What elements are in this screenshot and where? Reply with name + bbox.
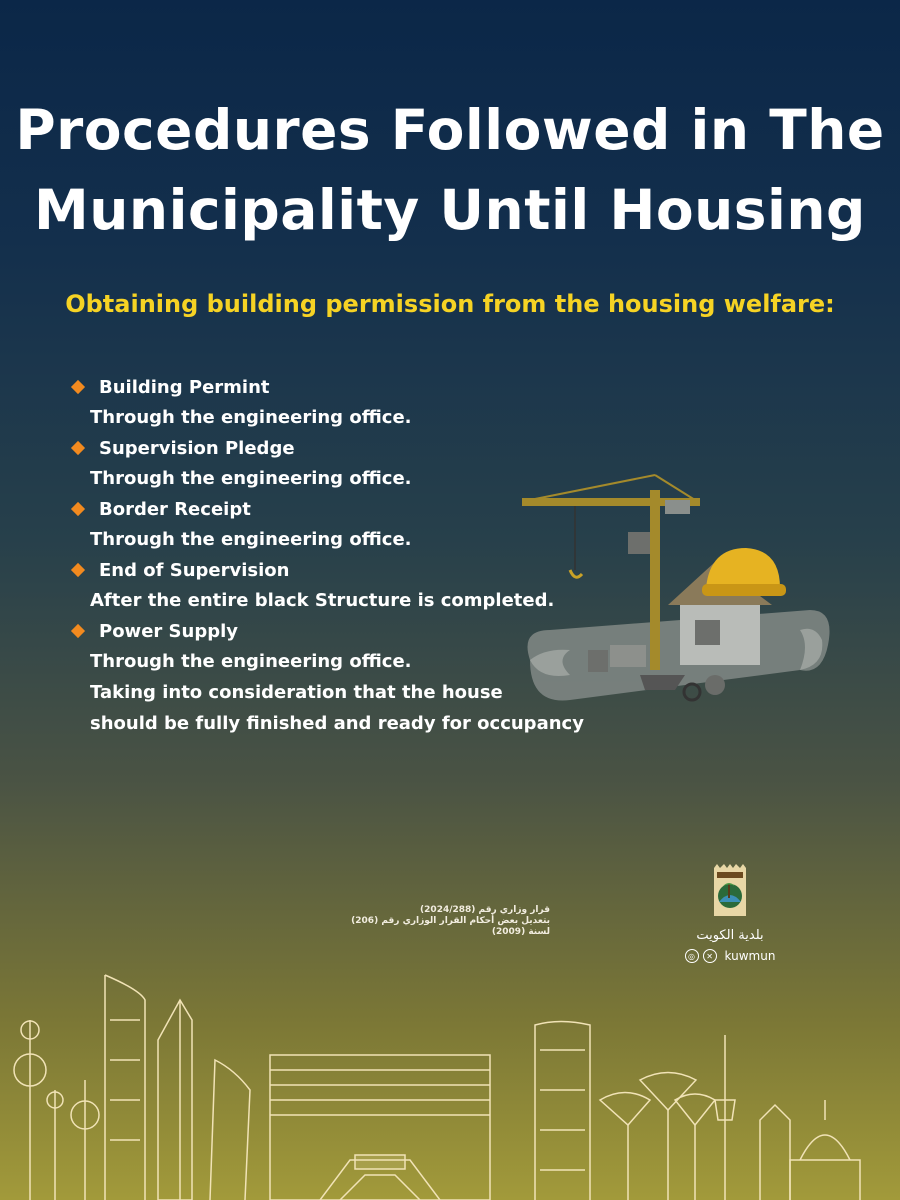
diamond-bullet-icon xyxy=(71,624,85,638)
step-description: After the entire black Structure is completed. xyxy=(90,590,555,611)
diamond-bullet-icon xyxy=(71,563,85,577)
step-description: Through the engineering office. xyxy=(90,468,412,489)
decree-line: قرار وزاري رقم (2024/288) xyxy=(420,905,550,915)
construction-illustration-icon xyxy=(510,470,840,720)
social-handle: kuwmun xyxy=(724,949,776,963)
page-title xyxy=(0,90,900,250)
step-label: Border Receipt xyxy=(99,498,251,520)
diamond-bullet-icon xyxy=(71,502,85,516)
step-description: Through the engineering office. xyxy=(90,651,412,672)
step-label: Power Supply xyxy=(99,620,238,642)
decree-line: لسنة (2009) xyxy=(491,927,550,937)
decree-line: بتعديل بعض أحكام القرار الوزاري رقم (206) xyxy=(351,916,550,926)
step-label: Building Permint xyxy=(99,376,270,398)
step-description: Through the engineering office. xyxy=(90,529,412,550)
step-building-permit xyxy=(70,372,590,433)
step-description: should be fully finished and ready for occupancy xyxy=(90,713,584,734)
city-skyline-icon xyxy=(0,960,900,1200)
step-description: Through the engineering office. xyxy=(90,407,412,428)
diamond-bullet-icon xyxy=(71,380,85,394)
subtitle: Obtaining building permission from the housing welfare: xyxy=(65,290,835,318)
step-description: Taking into consideration that the house xyxy=(90,682,503,703)
municipality-logo-icon xyxy=(711,862,749,918)
decree-text xyxy=(310,905,550,938)
brand-block xyxy=(680,862,780,963)
x-icon[interactable]: ✕ xyxy=(703,949,717,963)
step-label: End of Supervision xyxy=(99,559,290,581)
title-line-1: Procedures Followed in The xyxy=(15,98,885,162)
instagram-icon[interactable]: ◎ xyxy=(685,949,699,963)
title-line-2: Municipality Until Housing xyxy=(34,178,866,242)
diamond-bullet-icon xyxy=(71,441,85,455)
step-label: Supervision Pledge xyxy=(99,437,295,459)
brand-name: بلدية الكويت xyxy=(696,928,764,943)
